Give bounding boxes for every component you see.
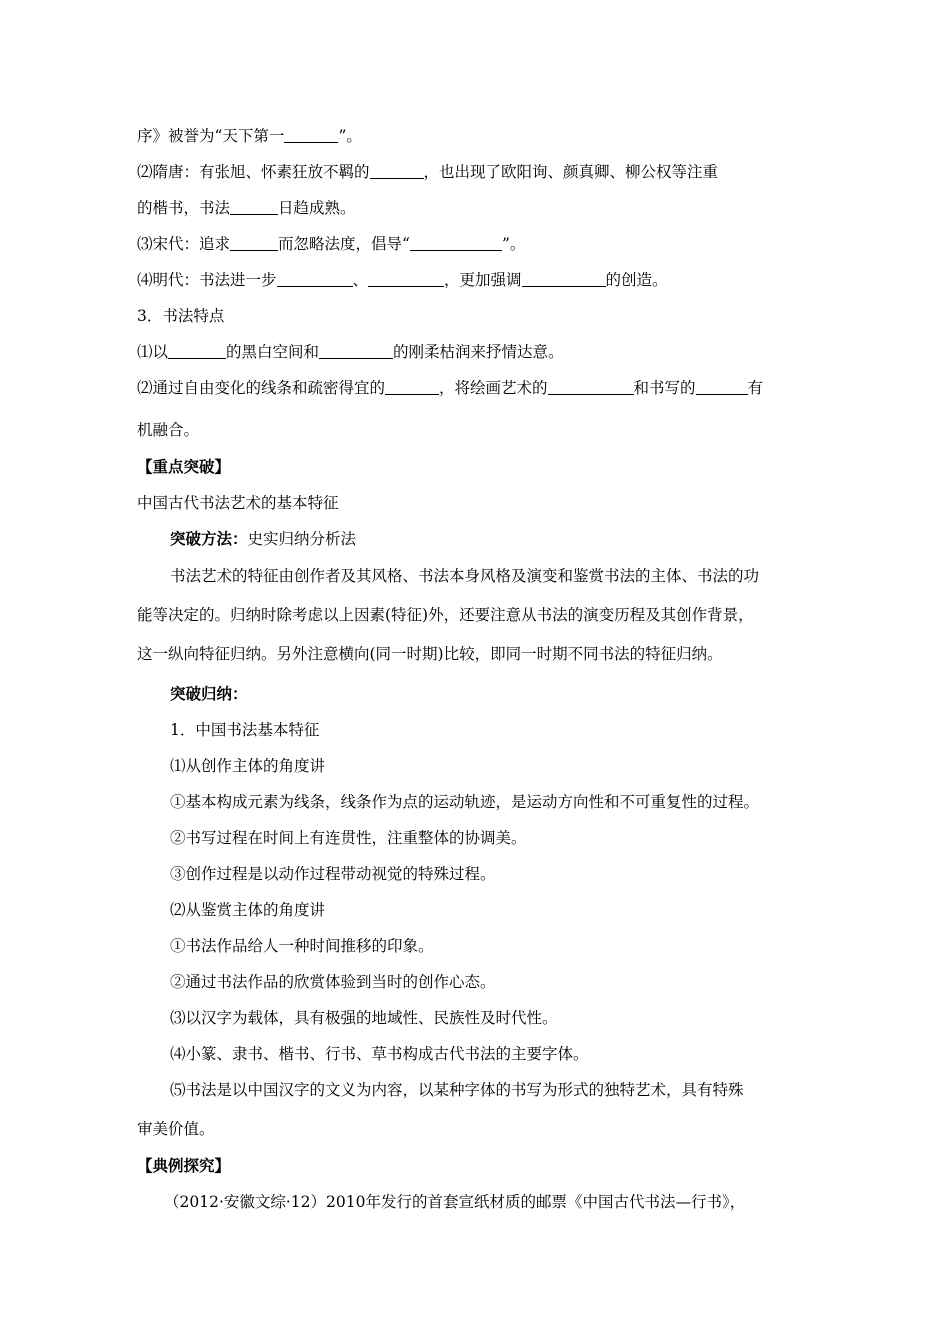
list-item: ⑵从鉴赏主体的角度讲 [170,901,326,919]
paragraph-line: 书法艺术的特征由创作者及其风格、书法本身风格及演变和鉴赏书法的主体、书法的功 [170,567,760,585]
section-heading: 3．书法特点 [137,307,225,325]
fill-blank [319,344,393,359]
fill-blank [230,200,278,215]
list-item: ⑸书法是以中国汉字的文义为内容，以某种字体的书写为形式的独特艺术，具有特殊 [170,1081,744,1099]
fill-blank [385,380,439,395]
fill-blank [168,344,226,359]
list-item: ⑴从创作主体的角度讲 [170,757,326,775]
section-title-key-points: 【重点突破】 [137,457,231,476]
topic-title: 中国古代书法艺术的基本特征 [137,494,339,512]
fill-blank [548,380,634,395]
text-line: ⑵隋唐：有张旭、怀素狂放不羁的 ，也出现了欧阳询、颜真卿、柳公权等注重 [137,163,719,181]
list-item: ②通过书法作品的欣赏体验到当时的创作心态。 [170,973,496,991]
method-label: 突破方法： [170,529,248,548]
list-item: ③创作过程是以动作过程带动视觉的特殊过程。 [170,865,496,883]
text-line: 的楷书，书法 日趋成熟。 [137,199,356,217]
text-line: ⑵通过自由变化的线条和疏密得宜的 ，将绘画艺术的 和书写的 有 [137,379,764,397]
list-item: ⑷小篆、隶书、楷书、行书、草书构成古代书法的主要字体。 [170,1045,589,1063]
section-title-examples: 【典例探究】 [137,1156,231,1175]
method-line [170,528,356,550]
list-item: ②书写过程在时间上有连贯性，注重整体的协调美。 [170,829,527,847]
summary-label: 突破归纳： [170,684,248,703]
text-line: 审美价值。 [137,1120,215,1138]
paragraph-line: 能等决定的。归纳时除考虑以上因素(特征)外，还要注意从书法的演变历程及其创作背景， [137,606,754,624]
paragraph-line: 这一纵向特征归纳。另外注意横向(同一时期)比较，即同一时期不同书法的特征归纳。 [137,645,723,663]
list-item: 1．中国书法基本特征 [170,721,320,739]
list-item: ⑶以汉字为载体，具有极强的地域性、民族性及时代性。 [170,1009,558,1027]
fill-blank [277,272,353,287]
list-item: ①基本构成元素为线条，线条作为点的运动轨迹，是运动方向性和不可重复性的过程。 [170,793,760,811]
text-line: ⑷明代：书法进一步 、 ，更加强调 的创造。 [137,271,668,289]
fill-blank [522,272,606,287]
text-line: 机融合。 [137,421,200,439]
fill-blank [410,236,502,251]
text-line: ⑴以 的黑白空间和 的刚柔枯润来抒情达意。 [137,343,564,361]
fill-blank [368,272,444,287]
method-value: 史实归纳分析法 [247,530,357,548]
list-item: ①书法作品给人一种时间推移的印象。 [170,937,434,955]
example-question-line: （2012·安徽文综·12）2010年发行的首套宣纸材质的邮票《中国古代书法—行书》， [164,1193,746,1211]
fill-blank [696,380,748,395]
text-line: ⑶宋代：追求 而忽略法度，倡导“ ”。 [137,235,526,253]
fill-blank [284,128,338,143]
fill-blank [230,236,278,251]
fill-blank [370,164,424,179]
text-line: 序》被誉为“天下第一 ”。 [137,127,362,145]
